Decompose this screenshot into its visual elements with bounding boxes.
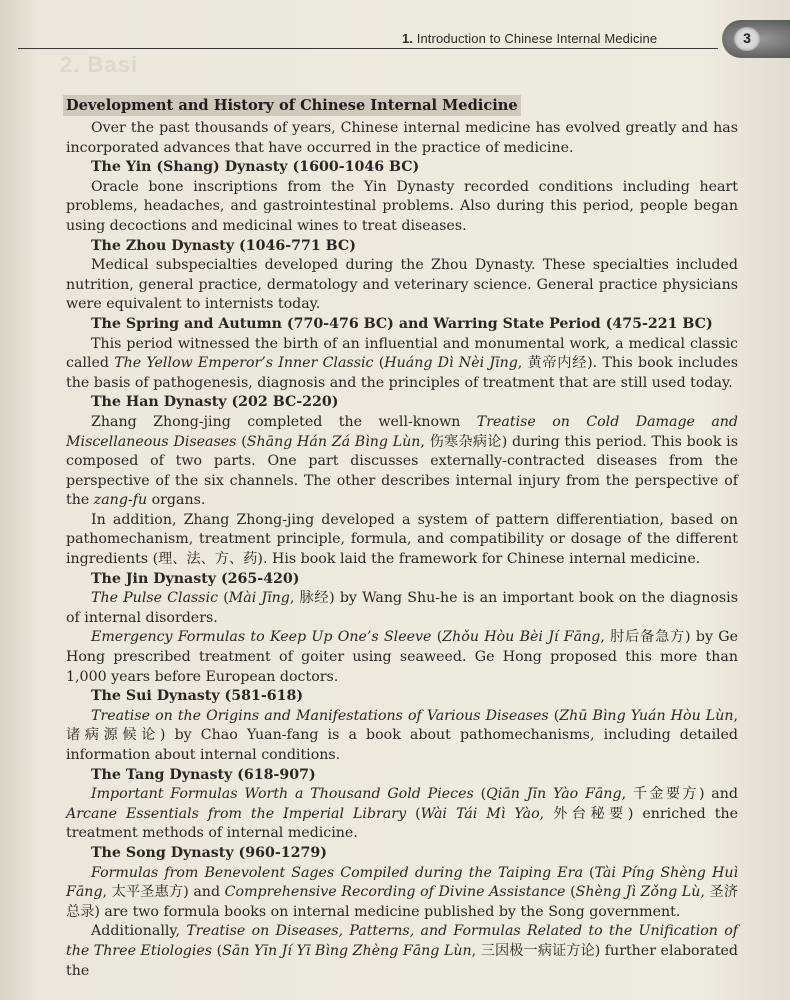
italic-text: The Yellow Emperor’s Inner Classic xyxy=(114,355,374,372)
italic-text: Comprehensive Recording of Divine Assistance xyxy=(224,884,566,901)
dynasty-subheading: The Tang Dynasty (618-907) xyxy=(91,766,316,783)
italic-text: The Pulse Classic xyxy=(91,590,219,607)
text-run: Additionally, xyxy=(91,923,187,940)
text-run: , 千金要方) and xyxy=(621,786,738,803)
text-run: , 诸病源候论) by Chao Yuan-fang is a book about pathomechanisms, including detailed information about internal conditions. xyxy=(66,707,739,763)
text-run: , 外台秘要) enriched the treatment methods of internal medicine. xyxy=(66,805,738,842)
text-run: ( xyxy=(212,942,223,959)
chapter-title: Introduction to Chinese Internal Medicine xyxy=(416,31,658,46)
italic-text: Huáng Dì Nèi Jīng xyxy=(384,355,518,372)
text-run: ( xyxy=(582,864,595,881)
paragraph xyxy=(66,511,738,570)
dynasty-subheading: The Zhou Dynasty (1046-771 BC) xyxy=(91,237,356,254)
section-heading: Development and History of Chinese Internal Medicine xyxy=(63,95,521,116)
dynasty-subheading: The Yin (Shang) Dynasty (1600-1046 BC) xyxy=(91,159,420,176)
paragraph xyxy=(66,413,738,511)
italic-text: Sān Yīn Jí Yī Bìng Zhèng Fāng Lùn xyxy=(222,942,472,959)
text-run: ( xyxy=(236,433,247,450)
chapter-number: 1. xyxy=(402,31,414,46)
paragraph xyxy=(66,119,738,158)
header-rule xyxy=(18,48,718,49)
text-run: , 脉经) by Wang Shu-he is an important book on the diagnosis of internal disorders. xyxy=(66,590,738,626)
text-run: ( xyxy=(548,707,560,724)
italic-text: zang-fu xyxy=(93,492,148,509)
italic-text: Treatise on the Origins and Manifestations of Various Diseases xyxy=(91,707,549,724)
paragraph xyxy=(66,335,738,394)
text-run: Zhang Zhong-jing completed the well-known xyxy=(91,413,477,430)
italic-text: Formulas from Benevolent Sages Compiled during the Taiping Era xyxy=(91,864,583,881)
paragraph xyxy=(66,864,738,923)
text-run: In addition, Zhang Zhong-jing developed a system of pattern differentiation, based on pathomechanism, treatment principle, formula, and compatibility or dosage of the different ingredients (理、法、方、药). His book laid the framework for Chinese internal medicine. xyxy=(66,511,738,568)
paragraph xyxy=(66,256,738,315)
text-run: Over the past thousands of years, Chinese internal medicine has evolved greatly and has incorporated advances that have occurred in the practice of medicine. xyxy=(66,120,738,156)
dynasty-subheading: The Sui Dynasty (581-618) xyxy=(91,688,304,705)
text-run: ( xyxy=(431,629,443,646)
text-run: ( xyxy=(565,884,576,901)
paragraph xyxy=(66,785,738,844)
paragraph xyxy=(66,589,738,628)
paragraph xyxy=(66,178,738,237)
italic-text: Tài Píng Shèng Huì Fāng xyxy=(66,864,738,901)
text-run: ( xyxy=(473,786,487,803)
text-run: ( xyxy=(373,355,385,372)
running-header xyxy=(402,31,657,46)
text-run: organs. xyxy=(147,492,206,509)
paragraph xyxy=(66,922,738,981)
text-run: , 黄帝内经). This book includes the basis of pathogenesis, diagnosis and the principles of treatment that are still used today. xyxy=(66,355,739,391)
italic-text: Shèng Jì Zǒng Lù xyxy=(575,884,701,901)
italic-text: Qiān Jīn Yào Fāng xyxy=(486,786,622,803)
text-run: This period witnessed the birth of an influential and monumental work, a medical classic called xyxy=(66,335,738,372)
text-run: , 伤寒杂病论) during this period. This book is composed of two parts. One part discusses externally-contracted diseases from the perspective of the six channels. The other describes internal injury from the perspective of the xyxy=(66,433,738,509)
body-text xyxy=(66,119,738,981)
paragraph xyxy=(66,628,738,687)
italic-text: Zhǒu Hòu Bèi Jí Fāng xyxy=(442,629,601,646)
text-run: ( xyxy=(406,805,421,822)
dynasty-subheading: The Song Dynasty (960-1279) xyxy=(91,844,327,861)
bleed-through-text: 2. Basi xyxy=(60,52,138,77)
text-run: , 肘后备急方) by Ge Hong prescribed treatment of goiter using seaweed. Ge Hong proposed this more than 1,000 years before European doctors. xyxy=(66,629,739,685)
dynasty-subheading: The Spring and Autumn (770-476 BC) and Warring State Period (475-221 BC) xyxy=(91,315,713,332)
italic-text: Treatise on Diseases, Patterns, and Formulas Related to the Unification of the Three Etiologies xyxy=(66,923,738,959)
italic-text: Important Formulas Worth a Thousand Gold Pieces xyxy=(91,786,474,803)
page-number: 3 xyxy=(743,30,751,46)
text-run: ( xyxy=(218,590,229,607)
italic-text: Treatise on Cold Damage and Miscellaneous Diseases xyxy=(66,413,739,450)
dynasty-subheading: The Han Dynasty (202 BC-220) xyxy=(91,394,339,411)
text-run: , 三因极一病证方论) further elaborated the xyxy=(66,942,738,979)
text-run: Medical subspecialties developed during the Zhou Dynasty. These specialties included nutrition, general practice, dermatology and veterinary science. General practice physicians were equivalent to internists today. xyxy=(66,257,738,313)
italic-text: Shāng Hán Zá Bìng Lùn xyxy=(246,433,421,450)
italic-text: Zhū Bìng Yuán Hòu Lùn xyxy=(559,707,734,724)
italic-text: Mài Jīng xyxy=(228,590,290,607)
page-body xyxy=(66,95,738,981)
dynasty-subheading: The Jin Dynasty (265-420) xyxy=(91,570,300,587)
text-run: Oracle bone inscriptions from the Yin Dynasty recorded conditions including heart problems, headaches, and gastrointestinal problems. Also during this period, people began using decoctions and medicinal wines to treat diseases. xyxy=(66,178,738,234)
paragraph xyxy=(66,707,738,766)
italic-text: Wài Tái Mì Yào xyxy=(420,805,540,822)
text-run: , 圣济总录) are two formula books on internal medicine published by the Song government. xyxy=(66,884,739,920)
italic-text: Emergency Formulas to Keep Up One’s Sleeve xyxy=(91,629,432,646)
italic-text: Arcane Essentials from the Imperial Library xyxy=(66,805,407,822)
text-run: , 太平圣惠方) and xyxy=(102,884,225,901)
